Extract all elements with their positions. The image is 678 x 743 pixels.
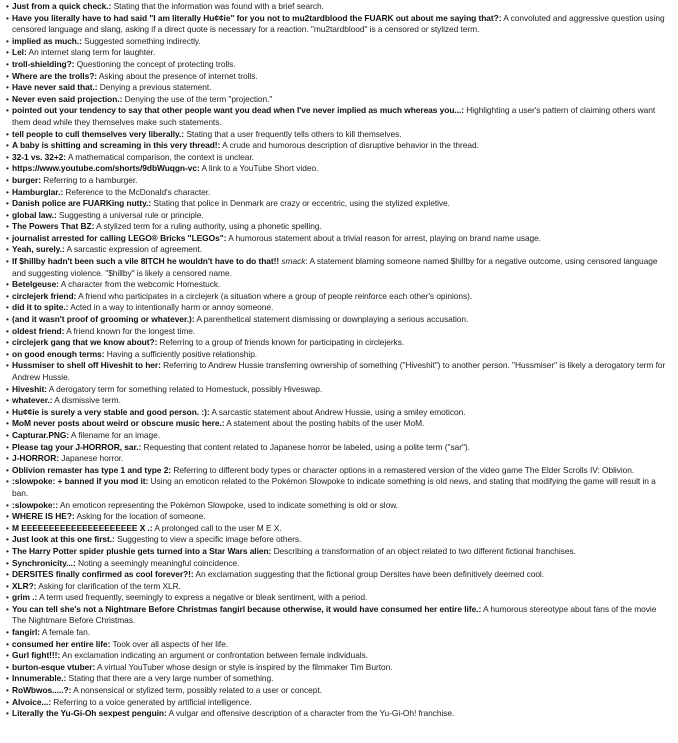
entry-term: Hiveshit:: [12, 383, 47, 394]
entry-term: on good enough terms:: [12, 348, 105, 359]
entry-term: troll-shielding?:: [12, 58, 75, 69]
entry-description: Asking for the location of someone.: [76, 511, 206, 522]
entry-description: A parenthetical statement dismissing or downplaying a serious accusation.: [196, 314, 469, 325]
glossary-entry: [6, 604, 672, 627]
entry-description: Denying a previous statement.: [99, 82, 212, 93]
entry-description: Took over all aspects of her life.: [112, 638, 229, 649]
glossary-entry: [6, 673, 672, 685]
entry-term: If $hillby hadn't been such a vile 8ITCH he wouldn't have to do that!!: [12, 256, 280, 267]
entry-description: A character from the webcomic Homestuck.: [60, 279, 221, 290]
entry-description: An exclamation suggesting that the fictional group Dersites have been definitively deemed cool.: [195, 569, 545, 580]
glossary-entry: [6, 198, 672, 210]
glossary-entry: [6, 187, 672, 199]
entry-term: Capturar.PNG:: [12, 429, 70, 440]
entry-description: An internet slang term for laughter.: [28, 47, 156, 58]
entry-description: Referring to Andrew Hussie transferring ownership of something ("Hiveshit") to another person. "Hussmiser" is likely a derogatory term for Andrew Hussie.: [12, 360, 666, 382]
entry-term: circlejerk gang that we know about?:: [12, 337, 158, 348]
entry-term: You can tell she's not a Nightmare Before Christmas fangirl because otherwise, it would have consumed her entire life.:: [12, 603, 482, 614]
entry-description: A filename for an image.: [70, 429, 161, 440]
entry-term: Have never said that.:: [12, 82, 98, 93]
entry-description: A vulgar and offensive description of a character from the Yu-Gi-Oh! franchise.: [168, 708, 455, 719]
entry-description: Acted in a way to intentionally harm or annoy someone.: [70, 302, 274, 313]
entry-description: A link to a YouTube Short video.: [201, 163, 319, 174]
entry-term: Hussmiser to shell off Hiveshit to her:: [12, 360, 161, 371]
entry-description: A friend who participates in a circlejerk (a situation where a group of people reinforce each other's opinions).: [78, 290, 473, 301]
entry-description: Referring to a hamburger.: [43, 174, 138, 185]
entry-term: Just from a quick check.:: [12, 1, 112, 11]
entry-term: Hu¢¢ie is surely a very stable and good person. :):: [12, 406, 210, 417]
entry-term: Literally the Yu-Gi-Oh sexpest penguin:: [12, 708, 167, 719]
glossary-entry: [6, 349, 672, 361]
glossary-entry: [6, 569, 672, 581]
entry-description: A mathematical comparison, the context is unclear.: [67, 151, 254, 162]
entry-term: MoM never posts about weird or obscure music here.:: [12, 418, 225, 429]
glossary-entry: [6, 129, 672, 141]
glossary-entry: [6, 650, 672, 662]
entry-term: The Powers That BZ:: [12, 221, 95, 232]
entry-description: Asking about the presence of internet trolls.: [98, 70, 258, 81]
entry-description: A stylized term for a ruling authority, using a phonetic spelling.: [96, 221, 322, 232]
entry-term: DERSITES finally confirmed as cool forever?!:: [12, 569, 194, 580]
glossary-entry: [6, 36, 672, 48]
entry-description: Requesting that content related to Japanese horror be labeled, using a polite term ("sar").: [143, 441, 470, 452]
entry-description: A term used frequently, seemingly to express a negative or bleak sentiment, with a period.: [39, 592, 368, 603]
entry-description: A derogatory term for something related to Homestuck, possibly Hiveswap.: [48, 383, 323, 394]
entry-term: Synchronicity...:: [12, 557, 76, 568]
entry-term: global law.:: [12, 209, 57, 220]
entry-term: did it to spite.:: [12, 302, 69, 313]
entry-description: A sarcastic statement about Andrew Hussie, using a smiley emoticon.: [211, 406, 466, 417]
entry-term: consumed her entire life:: [12, 638, 111, 649]
entry-term: https://www.youtube.com/shorts/9dbWuqgn-vc:: [12, 163, 200, 174]
entry-description: Referring to different body types or character options in a remastered version of the video game The Elder Scrolls IV: Oblivion.: [173, 464, 635, 475]
entry-description: Noting a seemingly meaningful coincidence.: [77, 557, 240, 568]
entry-description: Having a sufficiently positive relationship.: [106, 348, 258, 359]
glossary-entry: [6, 592, 672, 604]
entry-description: A virtual YouTuber whose design or style is inspired by the filmmaker Tim Burton.: [97, 661, 393, 672]
glossary-entry: [6, 175, 672, 187]
glossary-entry: [6, 326, 672, 338]
entry-term: XLR?:: [12, 580, 37, 591]
glossary-entry: [6, 453, 672, 465]
glossary-entry: [6, 105, 672, 128]
entry-description: A crude and humorous description of disruptive behavior in the thread.: [222, 140, 479, 151]
glossary-entry: [6, 430, 672, 442]
entry-description: Suggesting to view a specific image before others.: [117, 534, 302, 545]
entry-term: Betelgeuse:: [12, 279, 59, 290]
entry-term: M EEEEEEEEEEEEEEEEEEEEE X .:: [12, 522, 153, 533]
entry-term: Please tag your J-HORROR, sar.:: [12, 441, 142, 452]
entry-term: :slowpoke::: [12, 499, 58, 510]
glossary-entry: [6, 581, 672, 593]
entry-term: 32-1 vs. 32+2:: [12, 151, 67, 162]
glossary-entry: [6, 534, 672, 546]
entry-term: pointed out your tendency to say that other people want you dead when I've never implied as much whereas you...:: [12, 105, 464, 116]
glossary-entry: [6, 500, 672, 512]
entry-description: Stating that there are a very large number of something.: [68, 673, 274, 684]
glossary-entry: [6, 418, 672, 430]
entry-description: A prolonged call to the user M E X.: [154, 522, 282, 533]
glossary-entry: [6, 302, 672, 314]
entry-term: Never even said projection.:: [12, 93, 123, 104]
glossary-entry: [6, 47, 672, 59]
glossary-entry: [6, 407, 672, 419]
glossary-entry: [6, 639, 672, 651]
glossary-entry: [6, 337, 672, 349]
glossary-entry: [6, 233, 672, 245]
glossary-entry: [6, 662, 672, 674]
entry-term: Danish police are FUARKing nutty.:: [12, 198, 152, 209]
glossary-entry: [6, 465, 672, 477]
entry-term: Have you literally have to had said "I am literally Hu¢¢ie" for you not to mu2tardblood the FUARK out about me saying that?:: [12, 12, 502, 23]
entry-term: :slowpoke: + banned if you mod it:: [12, 476, 149, 487]
entry-term: AIvoice...:: [12, 696, 52, 707]
glossary-entry: [6, 152, 672, 164]
entry-description: A humorous statement about a trivial reason for arrest, playing on brand name usage.: [228, 232, 542, 243]
glossary-entry: [6, 210, 672, 222]
glossary-entry: [6, 546, 672, 558]
entry-emphasis: smack: [281, 256, 306, 267]
glossary-entry: [6, 627, 672, 639]
entry-term: Innumerable.:: [12, 673, 67, 684]
entry-description: Stating that a user frequently tells others to kill themselves.: [186, 128, 402, 139]
entry-term: RoWbwos.....?:: [12, 685, 72, 696]
entry-description: A humorous stereotype about fans of the movie The Nightmare Before Christmas.: [12, 603, 657, 626]
entry-description: Highlighting a user's pattern of claiming others want them dead while they themselves make such statements.: [12, 105, 656, 127]
entry-description: Questioning the concept of protecting trolls.: [76, 58, 236, 69]
glossary-entry: [6, 59, 672, 71]
entry-description: A friend known for the longest time.: [66, 325, 196, 336]
entry-term: journalist arrested for calling LEGO® Bricks "LEGOs":: [12, 232, 227, 243]
glossary-entry: [6, 291, 672, 303]
entry-term: grim .:: [12, 592, 38, 603]
entry-term: (and it wasn't proof of grooming or whatever.):: [12, 314, 195, 325]
glossary-entry: [6, 360, 672, 383]
entry-description: A sarcastic expression of agreement.: [66, 244, 203, 255]
entry-term: implied as much.:: [12, 35, 82, 46]
entry-term: whatever.:: [12, 395, 53, 406]
entry-description: Suggesting a universal rule or principle.: [58, 209, 204, 220]
entry-term: WHERE IS HE?:: [12, 511, 75, 522]
entry-term: A baby is shitting and screaming in this very thread!:: [12, 140, 221, 151]
glossary-entry: [6, 94, 672, 106]
entry-description: A statement about the posting habits of the user MoM.: [226, 418, 425, 429]
entry-term: Gurl fight!!!:: [12, 650, 61, 661]
entry-description: Describing a transformation of an object related to two different fictional franchises.: [273, 545, 576, 556]
glossary-entry: [6, 314, 672, 326]
glossary-entry: [6, 558, 672, 570]
glossary-entry: [6, 685, 672, 697]
entry-description: A dismissive term.: [54, 395, 121, 406]
entry-term: Just look at this one first.:: [12, 534, 115, 545]
entry-description: Using an emoticon related to the Pokémon Slowpoke to indicate something is old news, and stating that modifying the game will result in a ban.: [12, 476, 656, 498]
entry-term: fangirl:: [12, 627, 40, 638]
entry-term: J-HORROR:: [12, 453, 60, 464]
glossary-entry: • If $hillby hadn't been such a vile 8ITCH he wouldn't have to do that!! smack: A statement blaming someone named $hillby for a negative outcome, using censored language and suggesting violence. "$hillby" is likely a censored name.: [6, 256, 672, 279]
entry-description: Japanese horror.: [61, 453, 124, 464]
glossary-entry: [6, 442, 672, 454]
glossary-entry: [6, 140, 672, 152]
entry-term: The Harry Potter spider plushie gets turned into a Star Wars alien:: [12, 545, 272, 556]
entry-description: Stating that the information was found with a brief search.: [113, 1, 324, 11]
entry-description: Stating that police in Denmark are crazy or eccentric, using the stylized expletive.: [153, 198, 450, 209]
entry-term: Yeah, surely.:: [12, 244, 65, 255]
glossary-entry: [6, 82, 672, 94]
entry-term: Oblivion remaster has type 1 and type 2:: [12, 464, 172, 475]
glossary-entry: [6, 384, 672, 396]
glossary-entry: [6, 697, 672, 709]
glossary-entry: [6, 163, 672, 175]
glossary-entry: [6, 279, 672, 291]
glossary-entry: [6, 708, 672, 720]
entry-term: burton-esque vtuber:: [12, 661, 96, 672]
entry-term: burger:: [12, 174, 41, 185]
entry-term: Lel:: [12, 47, 27, 58]
entry-term: tell people to cull themselves very liberally.:: [12, 128, 185, 139]
glossary-entry: [6, 71, 672, 83]
entry-description: A convoluted and aggressive question using censored language and slang, asking if a direct quote is necessary for a reaction. "mu2tardblood" is a censored or stylized term.: [12, 12, 665, 35]
entry-description: Suggested something indirectly.: [84, 35, 201, 46]
entry-description: Denying the use of the term "projection.": [124, 93, 273, 104]
glossary-entry: [6, 395, 672, 407]
entry-term: Where are the trolls?:: [12, 70, 97, 81]
glossary-entry: [6, 511, 672, 523]
entry-description: An exclamation indicating an argument or confrontation between female individuals.: [61, 650, 368, 661]
entry-description: A nonsensical or stylized term, possibly related to a user or concept.: [73, 685, 322, 696]
glossary-entry: [6, 13, 672, 36]
entry-description: An emoticon representing the Pokémon Slowpoke, used to indicate something is old or slow.: [59, 499, 399, 510]
entry-description: Referring to a voice generated by artificial intelligence.: [53, 696, 252, 707]
glossary-entry: [6, 244, 672, 256]
glossary-entry: [6, 1, 672, 13]
glossary-entry: [6, 476, 672, 499]
entry-description: Asking for clarification of the term XLR.: [38, 580, 181, 591]
entry-term: Hamburglar.:: [12, 186, 64, 197]
glossary-entry: [6, 523, 672, 535]
entry-description: A statement blaming someone named $hillby for a negative outcome, using censored language and suggesting violence. "$hillby" is likely a censored name.: [12, 256, 658, 278]
entry-description: Referring to a group of friends known for participating in circlejerks.: [159, 337, 405, 348]
entry-description: Reference to the McDonald's character.: [65, 186, 211, 197]
entry-description: A female fan.: [41, 627, 91, 638]
entry-term: circlejerk friend:: [12, 290, 77, 301]
glossary-entry: [6, 221, 672, 233]
entry-term: oldest friend:: [12, 325, 65, 336]
